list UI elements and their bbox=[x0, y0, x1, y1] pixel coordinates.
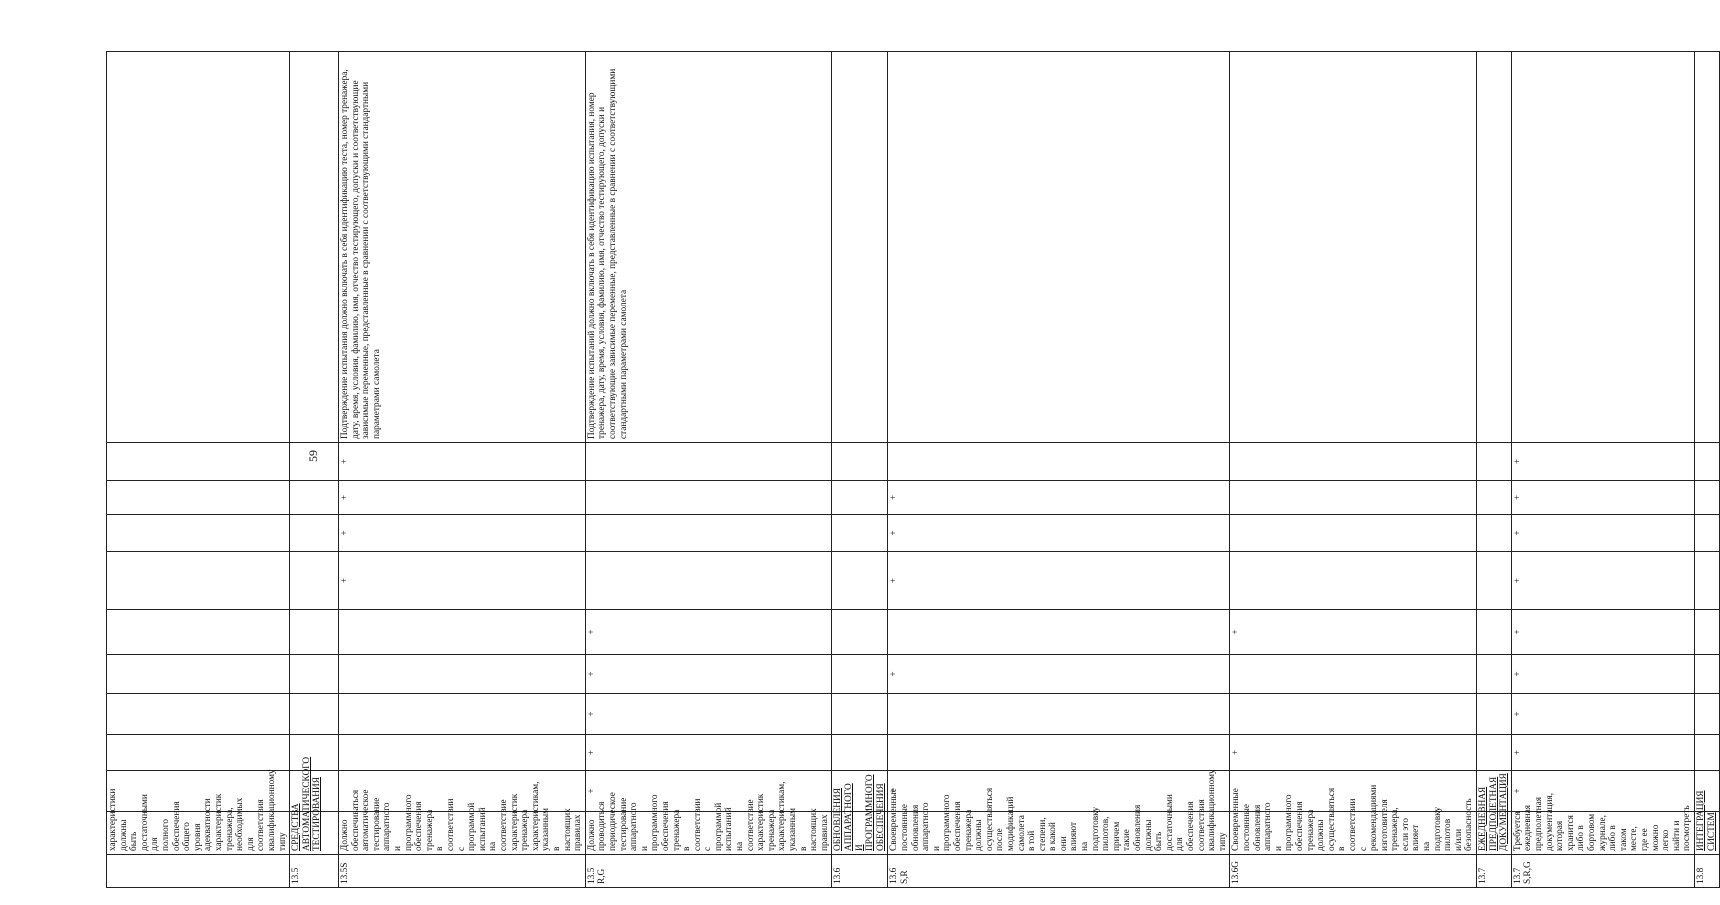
mark-cell bbox=[888, 443, 1230, 481]
mark-cell bbox=[1477, 694, 1512, 735]
mark-cell bbox=[888, 515, 1230, 552]
mark-cell bbox=[1477, 443, 1512, 481]
table-row bbox=[290, 52, 339, 888]
requirement-text: Своевременные постоянные обновления аппаратного и программного обеспечения тренажера должны осуществляться в соответствии с рекомендациями изготовителя тренажера, если это влияет на подготовку пилотов и/или безопасность bbox=[1230, 812, 1477, 855]
mark-cell bbox=[888, 694, 1230, 735]
table-row bbox=[1230, 52, 1477, 888]
table-row bbox=[1694, 52, 1719, 888]
mark-cell bbox=[832, 552, 888, 610]
mark-cell bbox=[585, 443, 832, 481]
mark-cell bbox=[339, 694, 586, 735]
mark-cell bbox=[1511, 610, 1694, 655]
mark-cell bbox=[1477, 610, 1512, 655]
mark-cell bbox=[107, 610, 290, 655]
note-text bbox=[1477, 52, 1512, 443]
mark-cell bbox=[107, 515, 290, 552]
note-text bbox=[290, 52, 339, 443]
mark-cell bbox=[888, 552, 1230, 610]
note-text bbox=[1230, 52, 1477, 443]
mark-cell bbox=[585, 481, 832, 515]
mark-cell bbox=[1694, 481, 1719, 515]
mark-cell bbox=[1694, 515, 1719, 552]
mark-cell bbox=[290, 481, 339, 515]
requirement-text: ЕЖЕДНЕВНАЯ ПРЕДПОЛЕТНАЯ ДОКУМЕНТАЦИЯ bbox=[1477, 812, 1512, 855]
note-text bbox=[888, 52, 1230, 443]
mark-cell bbox=[1230, 735, 1477, 771]
table-row bbox=[832, 52, 888, 888]
mark-cell bbox=[1230, 443, 1477, 481]
mark-cell bbox=[1230, 694, 1477, 735]
mark-cell bbox=[339, 655, 586, 694]
mark-cell bbox=[585, 694, 832, 735]
item-number bbox=[107, 855, 290, 888]
mark-cell bbox=[107, 694, 290, 735]
note-text bbox=[107, 52, 290, 443]
mark-cell bbox=[1477, 655, 1512, 694]
mark-cell bbox=[107, 655, 290, 694]
item-number: 13.7 bbox=[1477, 855, 1512, 888]
mark-cell bbox=[290, 735, 339, 771]
mark-cell bbox=[107, 481, 290, 515]
mark-cell bbox=[107, 443, 290, 481]
mark-cell bbox=[585, 655, 832, 694]
mark-cell bbox=[1477, 552, 1512, 610]
mark-cell bbox=[1694, 443, 1719, 481]
mark-cell bbox=[888, 735, 1230, 771]
item-number: 13.5S bbox=[339, 855, 586, 888]
mark-cell bbox=[339, 735, 586, 771]
mark-cell bbox=[832, 515, 888, 552]
requirement-text: Должно обеспечиваться автоматическое тестирование аппаратного и программного обеспечения тренажера в соответствии с программой испытаний на соответствие характеристик тренажера характеристикам, указанным в настоящих правилах bbox=[339, 812, 586, 855]
mark-cell bbox=[888, 481, 1230, 515]
requirement-text: Должно проводиться периодическое тестирование аппаратного и программного обеспечения тренажера в соответствии с программой испытаний на соответствие характеристик тренажера характеристикам, указанным в настоящих правилах bbox=[585, 812, 832, 855]
mark-cell bbox=[1230, 655, 1477, 694]
mark-cell bbox=[1511, 694, 1694, 735]
mark-cell bbox=[107, 735, 290, 771]
mark-cell bbox=[585, 735, 832, 771]
mark-cell bbox=[1511, 443, 1694, 481]
item-number: 13.5 bbox=[290, 855, 339, 888]
mark-cell bbox=[832, 655, 888, 694]
mark-cell bbox=[1477, 481, 1512, 515]
requirement-text: Требуется ежедневная предполетная документация, которая хранится либо в бортовом журнале, либо в таком месте, где ее можно легко найти и посмотреть bbox=[1511, 812, 1694, 855]
mark-cell bbox=[1230, 552, 1477, 610]
mark-cell bbox=[1230, 481, 1477, 515]
requirement-text: ОБНОВЛЕНИЯ АППАРАТНОГО И ПРОГРАММНОГО ОБЕСПЕЧЕНИЯ bbox=[832, 812, 888, 855]
mark-cell bbox=[107, 552, 290, 610]
mark-cell bbox=[1511, 735, 1694, 771]
mark-cell bbox=[290, 655, 339, 694]
table-row bbox=[107, 52, 290, 888]
mark-cell bbox=[290, 552, 339, 610]
mark-cell bbox=[888, 655, 1230, 694]
mark-cell bbox=[585, 515, 832, 552]
mark-cell bbox=[290, 515, 339, 552]
mark-cell bbox=[1511, 515, 1694, 552]
requirements-table bbox=[106, 51, 1720, 888]
mark-cell bbox=[1511, 655, 1694, 694]
mark-cell bbox=[888, 771, 1230, 812]
table-row bbox=[585, 52, 832, 888]
table-row bbox=[1477, 52, 1512, 888]
mark-cell bbox=[1694, 694, 1719, 735]
mark-cell bbox=[339, 552, 586, 610]
mark-cell bbox=[1477, 735, 1512, 771]
mark-cell bbox=[1511, 552, 1694, 610]
mark-cell bbox=[832, 481, 888, 515]
mark-cell bbox=[339, 610, 586, 655]
mark-cell bbox=[585, 552, 832, 610]
requirement-text: СРЕДСТВА АВТОМАТИЧЕСКОГО ТЕСТИРОВАНИЯ bbox=[290, 812, 339, 855]
note-text: Подтверждение испытания должно включать в себя идентификацию теста, номер тренажера, дату, время, условия, фамилию, имя, отчество тестирующего, допуски и соответствующие зависимые переменные, представленные в сравнении с соответствующими стандартными параметрами самолета bbox=[339, 52, 586, 443]
table-row bbox=[339, 52, 586, 888]
mark-cell bbox=[832, 694, 888, 735]
mark-cell bbox=[339, 481, 586, 515]
mark-cell bbox=[1694, 735, 1719, 771]
mark-cell bbox=[832, 610, 888, 655]
item-number: 13.7 S,R,G bbox=[1511, 855, 1694, 888]
table-row bbox=[1511, 52, 1694, 888]
mark-cell bbox=[585, 610, 832, 655]
mark-cell bbox=[1230, 515, 1477, 552]
mark-cell bbox=[290, 443, 339, 481]
mark-cell bbox=[1694, 610, 1719, 655]
item-number: 13.8 bbox=[1694, 855, 1719, 888]
item-number: 13.6G bbox=[1230, 855, 1477, 888]
item-number: 13.6 bbox=[832, 855, 888, 888]
requirement-text: характеристики должны быть достаточными для полного обеспечения общего уровня адекватности характеристик тренажера, необходимых для соответствия квалификационному типу bbox=[107, 812, 290, 855]
item-number: 13.6 S,R bbox=[888, 855, 1230, 888]
mark-cell bbox=[290, 610, 339, 655]
mark-cell bbox=[1694, 655, 1719, 694]
item-number: 13.5 R,G bbox=[585, 855, 832, 888]
rotated-table-wrapper bbox=[106, 52, 1717, 888]
requirement-text: Своевременные постоянные обновления аппаратного и программного обеспечения тренажера должны осуществляться после модификаций самолета в той степени, в какой они влияют на подготовку пилотов, причем такие обновления должны быть достаточными для обеспечения соответствия квалификационному типу bbox=[888, 812, 1230, 855]
mark-cell bbox=[1230, 610, 1477, 655]
mark-cell bbox=[339, 515, 586, 552]
mark-cell bbox=[290, 694, 339, 735]
table-row bbox=[888, 52, 1230, 888]
note-text bbox=[1694, 52, 1719, 443]
mark-cell bbox=[339, 443, 586, 481]
mark-cell bbox=[1511, 481, 1694, 515]
note-text bbox=[832, 52, 888, 443]
mark-cell bbox=[1694, 552, 1719, 610]
note-text: Подтверждение испытаний должно включать в себя идентификацию испытания, номер тренажера, дату, время, условия, фамилию, имя, отчество тестирующего, допуски и соответствующие зависимые переменные, представленные в сравнении с соответствующими стандартными параметрами самолета bbox=[585, 52, 832, 443]
page-number: 59 bbox=[306, 450, 320, 462]
mark-cell bbox=[1477, 515, 1512, 552]
requirement-text: ИНТЕГРАЦИЯ СИСТЕМ bbox=[1694, 812, 1719, 855]
note-text bbox=[1511, 52, 1694, 443]
mark-cell bbox=[832, 735, 888, 771]
mark-cell bbox=[888, 610, 1230, 655]
mark-cell bbox=[832, 443, 888, 481]
